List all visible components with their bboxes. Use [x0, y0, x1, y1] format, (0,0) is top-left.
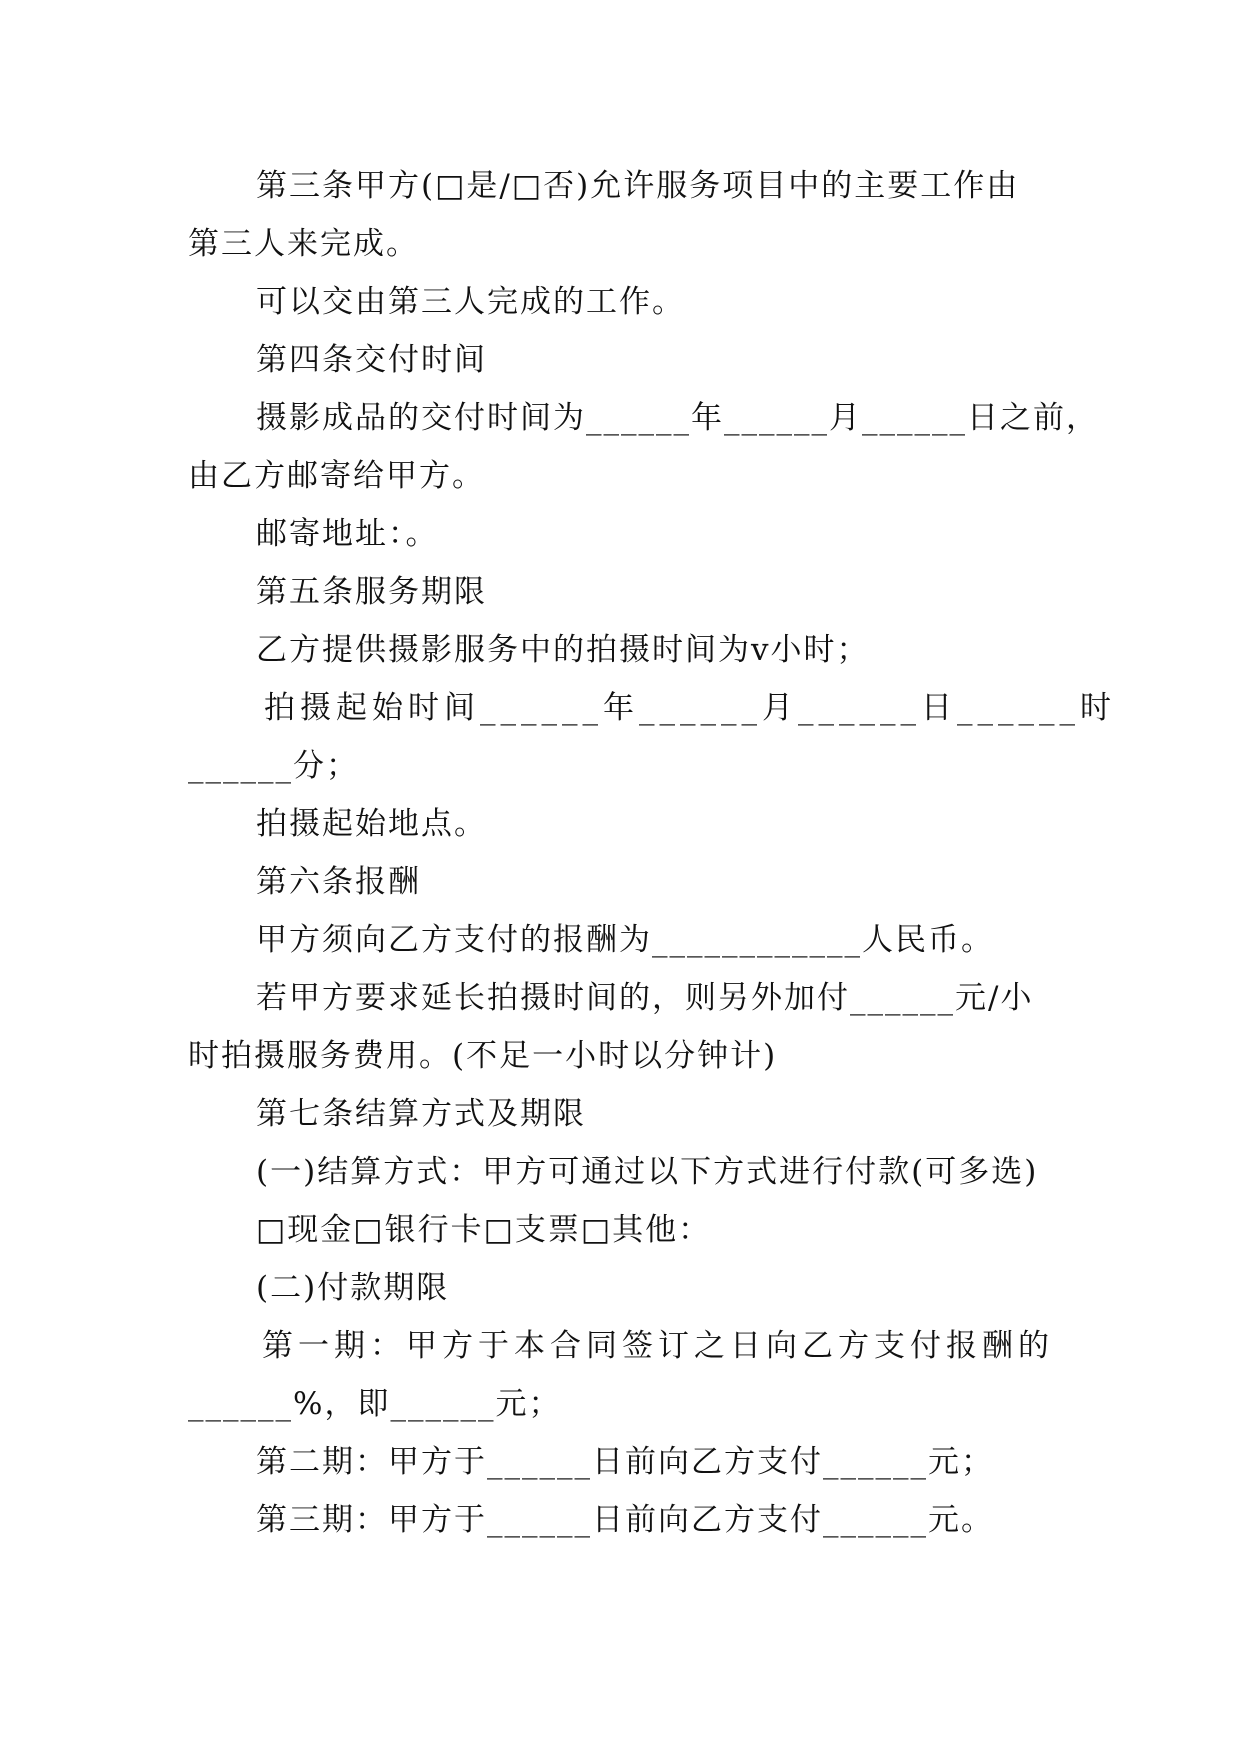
clause-7-payment-options: □现金□银行卡□支票□其他：	[256, 1212, 712, 1248]
clause-7-installment-1-line-2: ______%，即______元；	[188, 1386, 562, 1422]
clause-4-delivery-time-line-1: 摄影成品的交付时间为______年______月______日之前，	[256, 400, 1099, 436]
clause-4-mailing-address: 邮寄地址：。	[256, 516, 439, 552]
clause-5-shooting-hours: 乙方提供摄影服务中的拍摄时间为v小时；	[256, 632, 870, 668]
clause-5-start-location: 拍摄起始地点。	[256, 806, 487, 842]
clause-6-remuneration: 甲方须向乙方支付的报酬为____________人民币。	[256, 922, 994, 958]
clause-4-delivery-time-line-2: 由乙方邮寄给甲方。	[188, 458, 485, 494]
clause-7-heading: 第七条结算方式及期限	[256, 1096, 586, 1132]
clause-5-start-time-line-1: 拍摄起始时间______年______月______日______时	[264, 690, 1116, 726]
clause-7-installment-3: 第三期：甲方于______日前向乙方支付______元。	[256, 1502, 994, 1538]
clause-5-heading: 第五条服务期限	[256, 574, 487, 610]
clause-7-settlement-method: (一)结算方式：甲方可通过以下方式进行付款(可多选)	[256, 1154, 1039, 1190]
clause-3-third-party-work: 可以交由第三人完成的工作。	[256, 284, 685, 320]
clause-6-heading: 第六条报酬	[256, 864, 421, 900]
clause-6-extension-fee-line-2: 时拍摄服务费用。(不足一小时以分钟计)	[188, 1038, 778, 1074]
clause-7-installment-1-line-1: 第一期：甲方于本合同签订之日向乙方支付报酬的	[262, 1328, 1054, 1364]
clause-3-line-1: 第三条甲方(□是/□否)允许服务项目中的主要工作由	[256, 168, 1020, 204]
clause-4-heading: 第四条交付时间	[256, 342, 487, 378]
clause-7-payment-term-heading: (二)付款期限	[256, 1270, 450, 1306]
clause-7-installment-2: 第二期：甲方于______日前向乙方支付______元；	[256, 1444, 994, 1480]
clause-5-start-time-line-2: ______分；	[188, 748, 359, 784]
clause-3-line-2: 第三人来完成。	[188, 226, 419, 262]
clause-6-extension-fee-line-1: 若甲方要求延长拍摄时间的，则另外加付______元/小	[256, 980, 1034, 1016]
